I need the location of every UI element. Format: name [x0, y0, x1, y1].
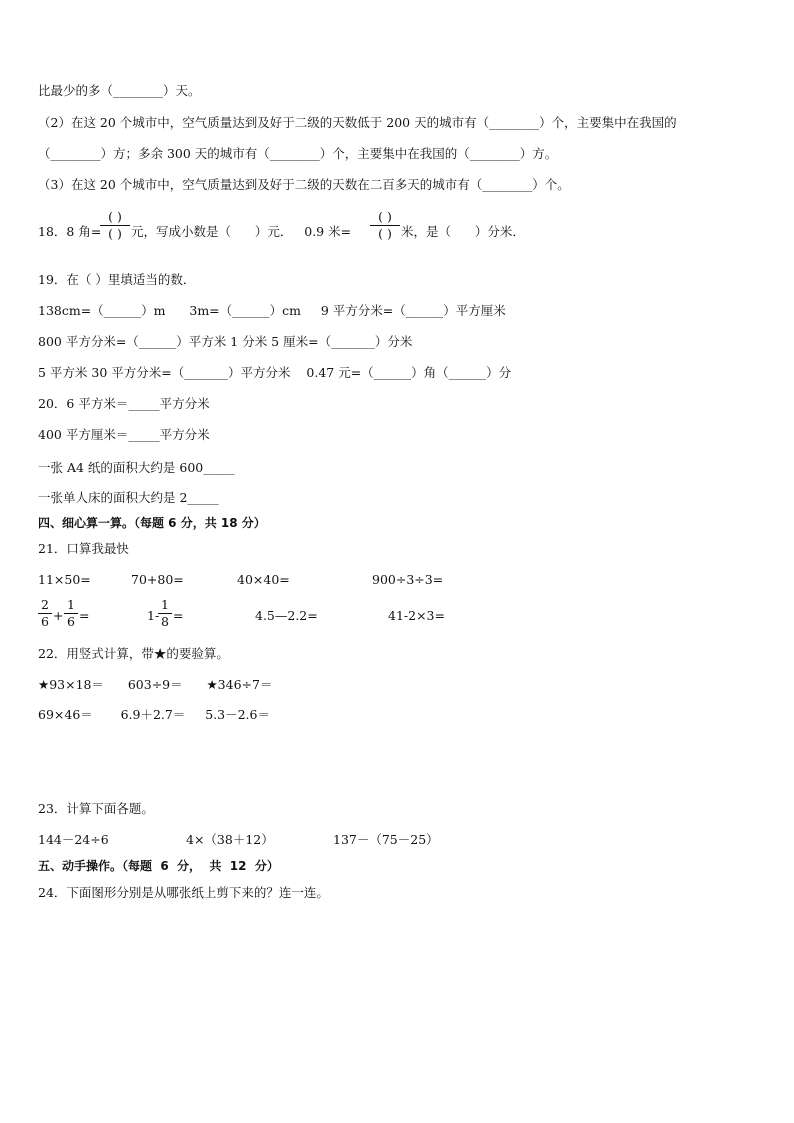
- numerator: 1: [67, 597, 75, 612]
- q21-item-4: 900÷3÷3=: [372, 572, 444, 587]
- q23-item-2: 4×（38＋12）: [186, 832, 274, 847]
- q18-fraction-2-denominator: ( ): [378, 226, 392, 241]
- q18-fraction-1-numerator: ( ): [108, 209, 122, 224]
- q21-fraction-1-6: [64, 598, 78, 629]
- section-5-heading: 五、动手操作。（每题 6 分， 共 12 分）: [38, 859, 279, 873]
- q18-prefix: 18．8 角=: [38, 224, 102, 239]
- q23-item-1: 144－24÷6: [38, 832, 109, 847]
- q17-part2-line2: （________）方；多余 300 天的城市有（________）个，主要集中在我国的（________）方。: [38, 146, 558, 161]
- q21-equals-1: =: [79, 608, 90, 623]
- q20-line1: 20．6 平方米＝_____平方分米: [38, 396, 210, 411]
- section-4-heading: 四、细心算一算。（每题 6 分，共 18 分）: [38, 516, 266, 530]
- q18-fraction-2: [370, 210, 400, 241]
- q21-item-2: 70+80=: [131, 572, 184, 587]
- q19-title: 19．在（ ）里填适当的数．: [38, 272, 196, 287]
- q18-fraction-1: [100, 210, 130, 241]
- q20-line4: 一张单人床的面积大约是 2_____: [38, 490, 219, 505]
- q22-line2: 69×46＝ 6.9＋2.7＝ 5.3－2.6＝: [38, 707, 270, 722]
- q20-line3: 一张 A4 纸的面积大约是 600_____: [38, 460, 235, 475]
- q18-mid: 元，写成小数是（ ）元． 0.9 米=: [131, 224, 352, 239]
- q23-title: 23．计算下面各题。: [38, 801, 154, 816]
- q21-item-7: 4.5—2.2=: [255, 608, 318, 623]
- q19-line2: 800 平方分米=（______）平方米 1 分米 5 厘米=（_______）分米: [38, 334, 413, 349]
- q21-item-1: 11×50=: [38, 572, 91, 587]
- q18-fraction-2-numerator: ( ): [378, 209, 392, 224]
- q22-line1: ★93×18＝ 603÷9＝ ★346÷7＝: [38, 677, 273, 692]
- q24-title: 24．下面图形分别是从哪张纸上剪下来的？连一连。: [38, 885, 329, 900]
- numerator: 1: [161, 597, 169, 612]
- denominator: 6: [67, 614, 75, 629]
- q19-line1: 138cm=（______）m 3m=（______）cm 9 平方分米=（______）平方厘米: [38, 303, 506, 318]
- q21-plus: +: [53, 608, 64, 623]
- q21-item-8: 41-2×3=: [388, 608, 445, 623]
- q22-title: 22．用竖式计算，带★的要验算。: [38, 646, 229, 661]
- q21-one-minus: 1-: [147, 608, 160, 623]
- q19-line3: 5 平方米 30 平方分米=（_______）平方分米 0.47 元=（______）角（______）分: [38, 365, 512, 380]
- q21-item-3: 40×40=: [237, 572, 290, 587]
- q17-part3: （3）在这 20 个城市中，空气质量达到及好于二级的天数在二百多天的城市有（________）个。: [38, 177, 570, 192]
- q23-item-3: 137－（75－25）: [333, 832, 439, 847]
- denominator: 8: [161, 614, 169, 629]
- q18-fraction-1-denominator: ( ): [108, 226, 122, 241]
- q17-part2-line1: （2）在这 20 个城市中，空气质量达到及好于二级的天数低于 200 天的城市有（________）个，主要集中在我国的: [38, 115, 677, 130]
- q21-fraction-2-6: [38, 598, 52, 629]
- numerator: 2: [41, 597, 49, 612]
- q21-equals-2: =: [173, 608, 184, 623]
- q21-fraction-1-8: [158, 598, 172, 629]
- denominator: 6: [41, 614, 49, 629]
- q21-title: 21．口算我最快: [38, 541, 129, 556]
- q20-line2: 400 平方厘米＝_____平方分米: [38, 427, 210, 442]
- q18-suffix: 米，是（ ）分米．: [401, 224, 525, 239]
- q17-tail: 比最少的多（________）天。: [38, 83, 201, 98]
